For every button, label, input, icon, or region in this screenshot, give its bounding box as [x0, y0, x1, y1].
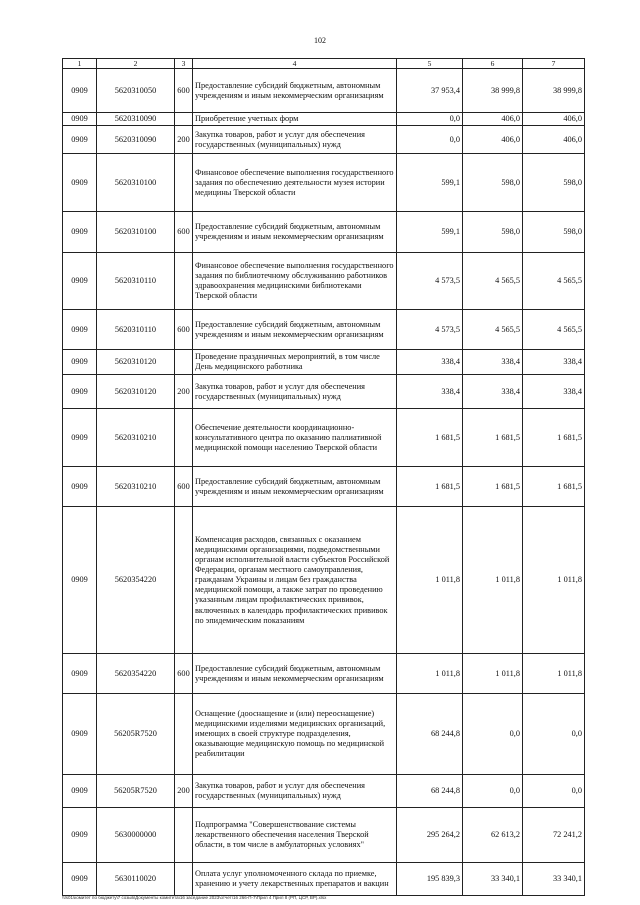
table-row — [63, 113, 585, 126]
amount-cell-7: 72 241,2 — [523, 808, 585, 863]
amount-cell-6: 338,4 — [463, 350, 523, 375]
target-code-cell: 5620310210 — [97, 467, 175, 507]
amount-cell-5: 4 573,5 — [397, 253, 463, 310]
expense-type-cell — [175, 253, 193, 310]
name-cell: Предоставление субсидий бюджетным, автономным учреждениям и иным некоммерческим организациям — [193, 69, 397, 113]
amount-cell-7: 338,4 — [523, 350, 585, 375]
name-cell: Обеспечение деятельности координационно-консультативного центра по оказанию паллиативной медицинской помощи населению Тверской области — [193, 409, 397, 467]
amount-cell-6: 0,0 — [463, 775, 523, 808]
amount-cell-6: 1 011,8 — [463, 654, 523, 694]
name-cell: Предоставление субсидий бюджетным, автономным учреждениям и иным некоммерческим организациям — [193, 654, 397, 694]
table-body — [63, 69, 585, 896]
target-code-cell: 5620310210 — [97, 409, 175, 467]
amount-cell-5: 599,1 — [397, 154, 463, 212]
amount-cell-5: 295 264,2 — [397, 808, 463, 863]
table-row — [63, 654, 585, 694]
target-code-cell: 5620310100 — [97, 154, 175, 212]
table-row — [63, 212, 585, 253]
amount-cell-6: 33 340,1 — [463, 863, 523, 896]
table-row — [63, 694, 585, 775]
amount-cell-7: 0,0 — [523, 775, 585, 808]
amount-cell-6: 4 565,5 — [463, 253, 523, 310]
expense-type-cell — [175, 154, 193, 212]
section-cell: 0909 — [63, 113, 97, 126]
name-cell: Предоставление субсидий бюджетным, автономным учреждениям и иным некоммерческим организациям — [193, 310, 397, 350]
name-cell: Финансовое обеспечение выполнения государственного задания по обеспечению деятельности музея истории медицины Тверской области — [193, 154, 397, 212]
section-cell: 0909 — [63, 375, 97, 409]
budget-table — [62, 58, 585, 896]
table-row — [63, 507, 585, 654]
name-cell: Закупка товаров, работ и услуг для обеспечения государственных (муниципальных) нужд — [193, 126, 397, 154]
amount-cell-6: 0,0 — [463, 694, 523, 775]
expense-type-cell: 600 — [175, 69, 193, 113]
amount-cell-7: 1 681,5 — [523, 409, 585, 467]
section-cell: 0909 — [63, 69, 97, 113]
expense-type-cell: 600 — [175, 467, 193, 507]
file-path-footer: \\fs01\комитет по бюджету\7 созыв\Документы комитета\16 заседание 2023\отчет\16 266-П-7\Прил 4 Прил 8 (РП, ЦСР, ВР).xlsx — [62, 895, 327, 900]
table-row — [63, 863, 585, 896]
amount-cell-7: 338,4 — [523, 375, 585, 409]
section-cell: 0909 — [63, 126, 97, 154]
expense-type-cell: 600 — [175, 654, 193, 694]
expense-type-cell: 200 — [175, 126, 193, 154]
name-cell: Компенсация расходов, связанных с оказанием медицинскими организациями, подведомственными органам исполнительной власти субъектов Российской Федерации, органам местного самоуправления, гражданам Украины и лицам без гражданства медицинской помощи, а также затрат по проведению указанным лицам профилактических прививок, включенных в календарь профилактических прививок по эпидемическим показаниям — [193, 507, 397, 654]
amount-cell-5: 0,0 — [397, 113, 463, 126]
amount-cell-7: 38 999,8 — [523, 69, 585, 113]
expense-type-cell — [175, 863, 193, 896]
expense-type-cell — [175, 409, 193, 467]
target-code-cell: 56205R7520 — [97, 694, 175, 775]
amount-cell-5: 1 681,5 — [397, 409, 463, 467]
amount-cell-7: 1 011,8 — [523, 507, 585, 654]
amount-cell-7: 406,0 — [523, 126, 585, 154]
table-row — [63, 467, 585, 507]
name-cell: Приобретение учетных форм — [193, 113, 397, 126]
table-row — [63, 310, 585, 350]
section-cell: 0909 — [63, 212, 97, 253]
section-cell: 0909 — [63, 350, 97, 375]
section-cell: 0909 — [63, 507, 97, 654]
target-code-cell: 5620310120 — [97, 375, 175, 409]
column-header-7: 7 — [523, 59, 585, 69]
section-cell: 0909 — [63, 808, 97, 863]
amount-cell-5: 68 244,8 — [397, 775, 463, 808]
name-cell: Закупка товаров, работ и услуг для обеспечения государственных (муниципальных) нужд — [193, 375, 397, 409]
amount-cell-6: 38 999,8 — [463, 69, 523, 113]
column-header-3: 3 — [175, 59, 193, 69]
section-cell: 0909 — [63, 310, 97, 350]
section-cell: 0909 — [63, 409, 97, 467]
amount-cell-5: 68 244,8 — [397, 694, 463, 775]
target-code-cell: 5630000000 — [97, 808, 175, 863]
amount-cell-7: 1 681,5 — [523, 467, 585, 507]
amount-cell-5: 338,4 — [397, 375, 463, 409]
amount-cell-7: 406,0 — [523, 113, 585, 126]
expense-type-cell — [175, 350, 193, 375]
amount-cell-5: 1 681,5 — [397, 467, 463, 507]
column-header-4: 4 — [193, 59, 397, 69]
column-header-1: 1 — [63, 59, 97, 69]
amount-cell-5: 195 839,3 — [397, 863, 463, 896]
name-cell: Закупка товаров, работ и услуг для обеспечения государственных (муниципальных) нужд — [193, 775, 397, 808]
section-cell: 0909 — [63, 154, 97, 212]
expense-type-cell — [175, 808, 193, 863]
name-cell: Предоставление субсидий бюджетным, автономным учреждениям и иным некоммерческим организациям — [193, 212, 397, 253]
table-row — [63, 350, 585, 375]
target-code-cell: 5620310110 — [97, 310, 175, 350]
target-code-cell: 5620354220 — [97, 654, 175, 694]
name-cell: Оплата услуг уполномоченного склада по приемке, хранению и учету лекарственных препаратов и вакцин — [193, 863, 397, 896]
table-row — [63, 808, 585, 863]
amount-cell-7: 33 340,1 — [523, 863, 585, 896]
name-cell: Подпрограмма "Совершенствование системы лекарственного обеспечения населения Тверской области, в том числе в амбулаторных условиях" — [193, 808, 397, 863]
expense-type-cell: 200 — [175, 375, 193, 409]
table-row — [63, 409, 585, 467]
amount-cell-7: 0,0 — [523, 694, 585, 775]
amount-cell-5: 1 011,8 — [397, 507, 463, 654]
page-number: 102 — [314, 36, 326, 45]
column-header-6: 6 — [463, 59, 523, 69]
table-row — [63, 375, 585, 409]
amount-cell-6: 1 681,5 — [463, 467, 523, 507]
amount-cell-6: 598,0 — [463, 212, 523, 253]
target-code-cell: 5620310100 — [97, 212, 175, 253]
section-cell: 0909 — [63, 694, 97, 775]
header-row — [63, 59, 585, 69]
target-code-cell: 5620310050 — [97, 69, 175, 113]
expense-type-cell: 600 — [175, 212, 193, 253]
amount-cell-7: 598,0 — [523, 212, 585, 253]
amount-cell-6: 1 681,5 — [463, 409, 523, 467]
amount-cell-7: 4 565,5 — [523, 253, 585, 310]
name-cell: Финансовое обеспечение выполнения государственного задания по библиотечному обслуживанию работников здравоохранения медицинскими библиотеками Тверской области — [193, 253, 397, 310]
amount-cell-6: 406,0 — [463, 126, 523, 154]
expense-type-cell — [175, 694, 193, 775]
table-row — [63, 775, 585, 808]
target-code-cell: 5620310090 — [97, 113, 175, 126]
table-row — [63, 69, 585, 113]
amount-cell-5: 1 011,8 — [397, 654, 463, 694]
amount-cell-5: 4 573,5 — [397, 310, 463, 350]
amount-cell-5: 599,1 — [397, 212, 463, 253]
section-cell: 0909 — [63, 654, 97, 694]
amount-cell-7: 1 011,8 — [523, 654, 585, 694]
amount-cell-6: 1 011,8 — [463, 507, 523, 654]
expense-type-cell: 200 — [175, 775, 193, 808]
amount-cell-5: 37 953,4 — [397, 69, 463, 113]
amount-cell-6: 406,0 — [463, 113, 523, 126]
amount-cell-6: 338,4 — [463, 375, 523, 409]
section-cell: 0909 — [63, 775, 97, 808]
target-code-cell: 5620310120 — [97, 350, 175, 375]
target-code-cell: 5620354220 — [97, 507, 175, 654]
target-code-cell: 5620310090 — [97, 126, 175, 154]
amount-cell-5: 338,4 — [397, 350, 463, 375]
expense-type-cell: 600 — [175, 310, 193, 350]
section-cell: 0909 — [63, 863, 97, 896]
section-cell: 0909 — [63, 467, 97, 507]
table-row — [63, 126, 585, 154]
table-row — [63, 253, 585, 310]
target-code-cell: 56205R7520 — [97, 775, 175, 808]
target-code-cell: 5620310110 — [97, 253, 175, 310]
amount-cell-5: 0,0 — [397, 126, 463, 154]
expense-type-cell — [175, 113, 193, 126]
section-cell: 0909 — [63, 253, 97, 310]
amount-cell-6: 62 613,2 — [463, 808, 523, 863]
amount-cell-6: 598,0 — [463, 154, 523, 212]
name-cell: Оснащение (дооснащение и (или) переоснащение) медицинскими изделиями медицинских организаций, имеющих в своей структуре подразделения, оказывающие медицинскую помощь по медицинской реабилитации — [193, 694, 397, 775]
table-row — [63, 154, 585, 212]
name-cell: Проведение праздничных мероприятий, в том числе День медицинского работника — [193, 350, 397, 375]
amount-cell-6: 4 565,5 — [463, 310, 523, 350]
target-code-cell: 5630110020 — [97, 863, 175, 896]
name-cell: Предоставление субсидий бюджетным, автономным учреждениям и иным некоммерческим организациям — [193, 467, 397, 507]
column-header-5: 5 — [397, 59, 463, 69]
amount-cell-7: 4 565,5 — [523, 310, 585, 350]
column-header-2: 2 — [97, 59, 175, 69]
expense-type-cell — [175, 507, 193, 654]
amount-cell-7: 598,0 — [523, 154, 585, 212]
